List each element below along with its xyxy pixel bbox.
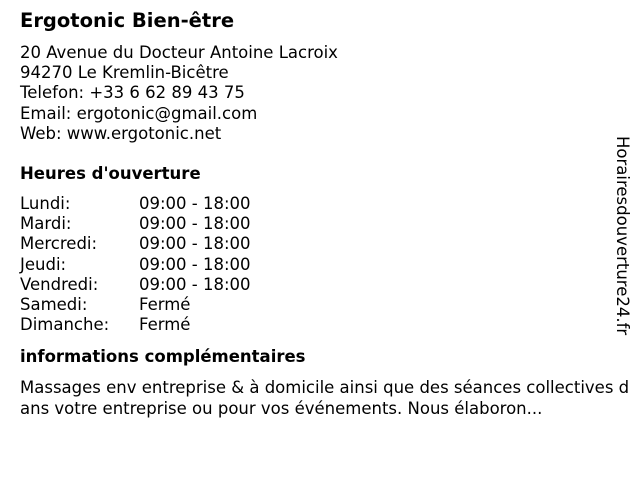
day-label: Mercredi: bbox=[20, 234, 98, 254]
watermark-text: Horairesdouverture24.fr bbox=[613, 136, 632, 336]
day-hours: 09:00 - 18:00 bbox=[139, 214, 251, 234]
address-street: 20 Avenue du Docteur Antoine Lacroix bbox=[20, 43, 338, 62]
hours-row-thursday bbox=[20, 255, 610, 275]
additional-info-text: Massages env entreprise & à domicile ainsi que des séances collectives dans votre entreprise ou pour vos événements. Nous élaboron... bbox=[20, 378, 630, 418]
hours-row-monday bbox=[20, 194, 610, 214]
day-label: Mardi: bbox=[20, 214, 72, 234]
day-hours: 09:00 - 18:00 bbox=[139, 234, 251, 254]
business-name: Ergotonic Bien-être bbox=[20, 9, 235, 32]
day-label: Samedi: bbox=[20, 295, 88, 315]
day-label: Jeudi: bbox=[20, 254, 67, 274]
opening-hours-heading: Heures d'ouverture bbox=[20, 164, 201, 184]
hours-row-sunday bbox=[20, 315, 610, 335]
hours-row-saturday bbox=[20, 295, 610, 315]
hours-row-friday bbox=[20, 275, 610, 295]
website: Web: www.ergotonic.net bbox=[20, 123, 222, 143]
day-hours: Fermé bbox=[139, 315, 191, 335]
address-city: 94270 Le Kremlin-Bicêtre bbox=[20, 63, 229, 83]
day-label: Vendredi: bbox=[20, 274, 99, 294]
email-address: Email: ergotonic@gmail.com bbox=[20, 103, 258, 123]
opening-hours-table bbox=[20, 194, 610, 335]
hours-row-wednesday bbox=[20, 234, 610, 254]
day-hours: Fermé bbox=[139, 295, 191, 315]
day-hours: 09:00 - 18:00 bbox=[139, 194, 251, 214]
day-label: Dimanche: bbox=[20, 315, 110, 335]
additional-info-heading: informations complémentaires bbox=[20, 347, 306, 367]
day-label: Lundi: bbox=[20, 194, 71, 214]
hours-row-tuesday bbox=[20, 214, 610, 234]
day-hours: 09:00 - 18:00 bbox=[139, 254, 251, 274]
day-hours: 09:00 - 18:00 bbox=[139, 274, 251, 294]
contact-block bbox=[20, 43, 610, 144]
phone-number: Telefon: +33 6 62 89 43 75 bbox=[20, 83, 245, 103]
